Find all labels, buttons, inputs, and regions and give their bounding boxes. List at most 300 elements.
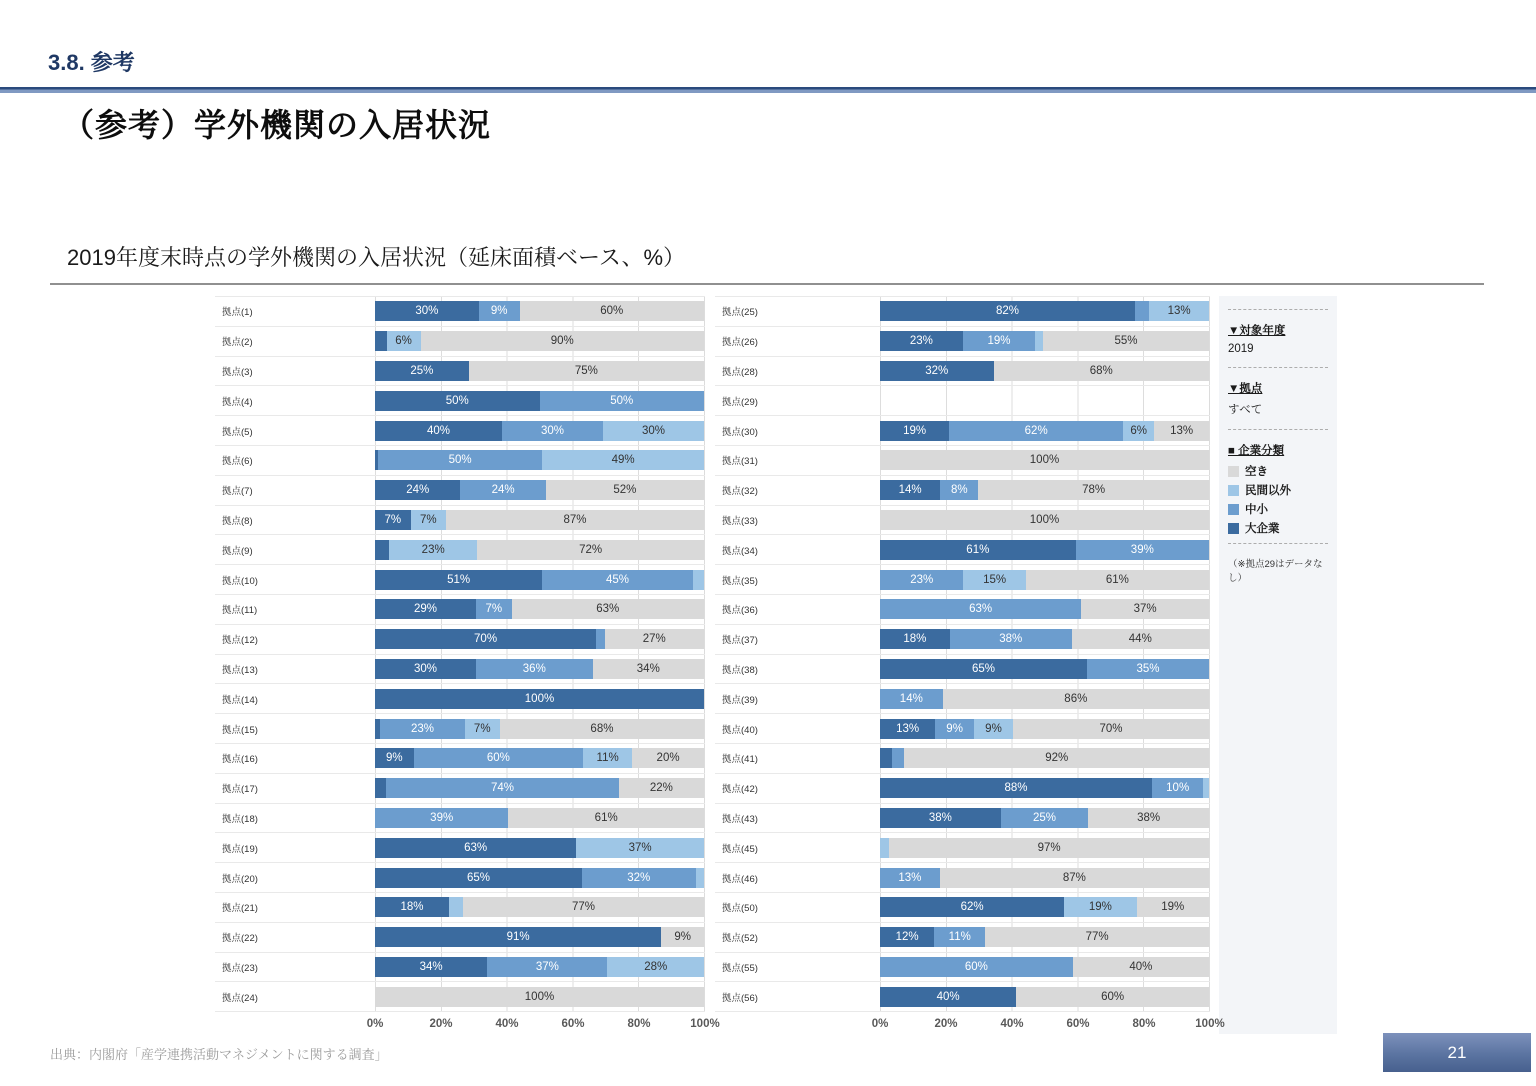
axis-tick-label: 100% <box>690 1018 720 1031</box>
bar-segment[interactable] <box>607 957 704 977</box>
axis-tick-label: 40% <box>495 1018 519 1031</box>
bar-value-label: 24% <box>491 484 515 497</box>
stacked-bar <box>880 480 1209 500</box>
bar-segment[interactable] <box>375 540 389 560</box>
bar-segment[interactable] <box>880 421 949 441</box>
bar-segment[interactable] <box>414 748 584 768</box>
chart-row <box>215 446 705 476</box>
stacked-bar <box>375 450 704 470</box>
bar-segment[interactable] <box>880 957 1073 977</box>
legend-label: 大企業 <box>1245 523 1280 535</box>
bar-value-label: 100% <box>524 990 555 1003</box>
filter-legend-panel <box>1219 296 1337 1034</box>
bar-segment[interactable] <box>1203 778 1209 798</box>
stacked-bar <box>880 987 1209 1007</box>
legend-label: 民間以外 <box>1245 485 1291 497</box>
bar-segment[interactable] <box>375 599 476 619</box>
bar-value-label: 74% <box>491 782 515 795</box>
legend-item[interactable] <box>1228 520 1328 536</box>
bar-segment[interactable] <box>375 689 704 709</box>
chart-row <box>215 297 705 327</box>
chart-row <box>215 565 705 595</box>
bar-segment[interactable] <box>593 659 704 679</box>
bar-segment[interactable] <box>1064 897 1136 917</box>
bar-value-label: 27% <box>642 633 666 646</box>
bar-segment[interactable] <box>880 689 943 709</box>
bar-value-label: 19% <box>1161 901 1185 914</box>
bar-track <box>375 565 705 594</box>
bar-segment[interactable] <box>880 570 963 590</box>
stacked-bar <box>880 450 1209 470</box>
chart-row <box>715 297 1210 327</box>
axis-tick-label: 20% <box>429 1018 453 1031</box>
stacked-bar <box>880 957 1209 977</box>
bar-value-label: 14% <box>898 484 922 497</box>
bar-track <box>880 386 1210 415</box>
bar-value-label: 25% <box>1032 811 1056 824</box>
bar-track <box>375 893 705 922</box>
row-label: 拠点(39) <box>722 694 758 706</box>
stacked-bar <box>880 599 1209 619</box>
bar-track <box>375 833 705 862</box>
bar-track <box>375 804 705 833</box>
bar-segment[interactable] <box>520 301 704 321</box>
bar-segment[interactable] <box>949 421 1123 441</box>
bar-segment[interactable] <box>387 331 421 351</box>
bar-segment[interactable] <box>375 987 704 1007</box>
bar-value-label: 100% <box>1029 513 1060 526</box>
stacked-bar <box>880 868 1209 888</box>
row-label: 拠点(10) <box>222 575 258 587</box>
bar-segment[interactable] <box>1072 629 1209 649</box>
chart-row <box>215 595 705 625</box>
bar-segment[interactable] <box>375 510 411 530</box>
stacked-bar <box>375 599 704 619</box>
bar-value-label: 9% <box>385 752 403 765</box>
stacked-bar <box>375 689 704 709</box>
row-label: 拠点(5) <box>222 426 253 438</box>
legend-label: 中小 <box>1245 504 1268 516</box>
stacked-bar <box>880 808 1209 828</box>
year-filter-value[interactable]: 2019 <box>1228 343 1254 355</box>
bar-segment[interactable] <box>661 927 704 947</box>
axis-tick-label: 60% <box>1066 1018 1090 1031</box>
bar-track <box>375 327 705 356</box>
bar-segment[interactable] <box>963 570 1025 590</box>
bar-segment[interactable] <box>596 629 604 649</box>
bar-segment[interactable] <box>904 748 1209 768</box>
bar-value-label: 8% <box>950 484 968 497</box>
bar-segment[interactable] <box>934 927 985 947</box>
bar-segment[interactable] <box>1081 599 1209 619</box>
bar-track <box>375 357 705 386</box>
stacked-bar <box>375 480 704 500</box>
bar-value-label: 37% <box>628 841 652 854</box>
bar-value-label: 90% <box>550 335 574 348</box>
year-filter-label: ▼対象年度 <box>1228 325 1286 337</box>
bar-value-label: 29% <box>414 603 438 616</box>
bar-segment[interactable] <box>1076 540 1209 560</box>
bar-segment[interactable] <box>582 868 696 888</box>
legend-swatch <box>1228 485 1239 496</box>
bar-segment[interactable] <box>1123 421 1154 441</box>
bar-segment[interactable] <box>386 778 618 798</box>
bar-segment[interactable] <box>880 599 1081 619</box>
bar-segment[interactable] <box>619 778 704 798</box>
bar-segment[interactable] <box>943 689 1209 709</box>
bar-segment[interactable] <box>994 361 1209 381</box>
bar-value-label: 52% <box>613 484 637 497</box>
bar-track <box>375 595 705 624</box>
chart-row <box>715 535 1210 565</box>
bar-segment[interactable] <box>880 927 934 947</box>
bar-segment[interactable] <box>375 659 476 679</box>
bar-value-label: 28% <box>644 960 668 973</box>
axis-tick-label: 80% <box>627 1018 651 1031</box>
bar-track <box>880 535 1210 564</box>
chart-rows-left <box>215 296 705 1012</box>
bar-segment[interactable] <box>375 868 582 888</box>
bar-value-label: 65% <box>971 662 995 675</box>
chart-row <box>215 774 705 804</box>
bar-segment[interactable] <box>880 629 950 649</box>
row-label: 拠点(24) <box>222 992 258 1004</box>
bar-value-label: 72% <box>579 543 603 556</box>
bar-value-label: 60% <box>486 752 510 765</box>
bar-track <box>375 297 705 326</box>
bar-segment[interactable] <box>889 838 1209 858</box>
bar-segment[interactable] <box>375 778 386 798</box>
bar-segment[interactable] <box>375 331 387 351</box>
row-label: 拠点(46) <box>722 873 758 885</box>
bar-segment[interactable] <box>465 719 500 739</box>
bar-segment[interactable] <box>542 570 692 590</box>
bar-value-label: 77% <box>1085 931 1109 944</box>
bar-segment[interactable] <box>1152 778 1203 798</box>
axis-tick-label: 100% <box>1195 1018 1225 1031</box>
bar-value-label: 18% <box>400 901 424 914</box>
bar-value-label: 100% <box>524 692 555 705</box>
bar-segment[interactable] <box>375 927 661 947</box>
chart-row <box>215 655 705 685</box>
bar-segment[interactable] <box>375 391 540 411</box>
bar-segment[interactable] <box>375 570 542 590</box>
bar-segment[interactable] <box>512 599 705 619</box>
bar-segment[interactable] <box>1001 808 1088 828</box>
bar-segment[interactable] <box>1073 957 1209 977</box>
bar-segment[interactable] <box>375 957 487 977</box>
stacked-bar <box>880 927 1209 947</box>
bar-segment[interactable] <box>880 719 935 739</box>
row-label: 拠点(11) <box>222 605 258 617</box>
bar-segment[interactable] <box>375 301 479 321</box>
chart-row <box>715 327 1210 357</box>
bar-segment[interactable] <box>880 361 994 381</box>
bar-track <box>375 446 705 475</box>
bar-value-label: 45% <box>605 573 630 586</box>
bar-segment[interactable] <box>880 301 1135 321</box>
bar-value-label: 100% <box>1029 454 1060 467</box>
bar-track <box>880 595 1210 624</box>
bar-segment[interactable] <box>375 629 596 649</box>
row-label: 拠点(4) <box>222 396 253 408</box>
bar-track <box>880 953 1210 982</box>
chart-row <box>215 982 705 1012</box>
bar-segment[interactable] <box>576 838 704 858</box>
x-axis-right <box>871 1012 1225 1036</box>
bar-segment[interactable] <box>950 629 1072 649</box>
bar-segment[interactable] <box>1154 421 1209 441</box>
bar-segment[interactable] <box>605 629 704 649</box>
chart-row <box>715 982 1210 1012</box>
source-note: 出典：内閣府「産学連携活動マネジメントに関する調査」 <box>50 1047 388 1062</box>
row-label: 拠点(7) <box>222 486 253 498</box>
bar-value-label: 19% <box>987 335 1011 348</box>
bar-value-label: 13% <box>1170 424 1194 437</box>
row-label: 拠点(12) <box>222 635 258 647</box>
bar-track <box>375 506 705 535</box>
bar-segment[interactable] <box>978 480 1209 500</box>
bar-value-label: 32% <box>627 871 651 884</box>
bar-segment[interactable] <box>508 808 704 828</box>
chart-row <box>715 595 1210 625</box>
bar-segment[interactable] <box>696 868 704 888</box>
bar-segment[interactable] <box>880 987 1016 1007</box>
bar-value-label: 51% <box>447 573 471 586</box>
axis-tick-label: 0% <box>871 1018 889 1031</box>
bar-segment[interactable] <box>880 331 963 351</box>
bar-value-label: 60% <box>600 305 624 318</box>
bar-segment[interactable] <box>449 897 463 917</box>
row-label: 拠点(40) <box>722 724 758 736</box>
bar-value-label: 30% <box>641 424 666 437</box>
bar-segment[interactable] <box>375 421 502 441</box>
bar-segment[interactable] <box>479 301 520 321</box>
bar-segment[interactable] <box>500 719 704 739</box>
bar-track <box>375 953 705 982</box>
bar-value-label: 63% <box>464 841 488 854</box>
bar-segment[interactable] <box>940 868 1209 888</box>
chart-row <box>715 684 1210 714</box>
bar-value-label: 62% <box>1024 424 1048 437</box>
bar-segment[interactable] <box>375 838 576 858</box>
bar-segment[interactable] <box>546 480 704 500</box>
bar-segment[interactable] <box>1016 987 1209 1007</box>
bar-track <box>880 565 1210 594</box>
chart-row <box>215 357 705 387</box>
bar-segment[interactable] <box>1137 897 1209 917</box>
bar-segment[interactable] <box>880 808 1001 828</box>
bar-value-label: 38% <box>928 811 952 824</box>
stacked-bar <box>375 778 704 798</box>
bar-segment[interactable] <box>1135 301 1149 321</box>
bar-segment[interactable] <box>1088 808 1209 828</box>
bar-segment[interactable] <box>476 659 593 679</box>
bar-segment[interactable] <box>1035 331 1043 351</box>
bar-value-label: 87% <box>1062 871 1086 884</box>
bar-value-label: 9% <box>490 305 508 318</box>
bar-segment[interactable] <box>880 778 1152 798</box>
subtitle-divider <box>50 283 1484 285</box>
bar-segment[interactable] <box>460 480 545 500</box>
stacked-bar <box>880 301 1209 321</box>
bar-segment[interactable] <box>476 599 511 619</box>
bar-value-label: 13% <box>896 722 920 735</box>
chart-row <box>715 476 1210 506</box>
row-label: 拠点(45) <box>722 843 758 855</box>
stacked-bar <box>880 838 1209 858</box>
bar-track <box>880 982 1210 1011</box>
stacked-bar <box>880 689 1209 709</box>
bar-segment[interactable] <box>469 361 704 381</box>
bar-value-label: 68% <box>1089 364 1113 377</box>
bar-segment[interactable] <box>446 510 704 530</box>
legend-title: ■ 企業分類 <box>1228 445 1285 457</box>
bar-segment[interactable] <box>411 510 447 530</box>
bar-segment[interactable] <box>487 957 607 977</box>
stacked-bar <box>375 868 704 888</box>
bar-segment[interactable] <box>463 897 704 917</box>
bar-value-label: 60% <box>964 960 988 973</box>
row-label: 拠点(43) <box>722 813 758 825</box>
bar-segment[interactable] <box>378 450 543 470</box>
bar-segment[interactable] <box>880 897 1064 917</box>
axis-tick-label: 60% <box>561 1018 585 1031</box>
row-label: 拠点(30) <box>722 426 758 438</box>
row-label: 拠点(22) <box>222 933 258 945</box>
bar-segment[interactable] <box>963 331 1035 351</box>
site-filter-label: ▼拠点 <box>1228 383 1263 395</box>
bar-track <box>880 327 1210 356</box>
bar-value-label: 88% <box>1004 782 1028 795</box>
row-label: 拠点(50) <box>722 903 758 915</box>
bar-segment[interactable] <box>1013 719 1209 739</box>
row-label: 拠点(26) <box>722 337 758 349</box>
bar-segment[interactable] <box>985 927 1209 947</box>
bar-value-label: 70% <box>1099 722 1123 735</box>
bar-segment[interactable] <box>583 748 632 768</box>
bar-track <box>880 714 1210 743</box>
bar-segment[interactable] <box>974 719 1013 739</box>
legend-label: 空き <box>1245 466 1268 478</box>
row-label: 拠点(18) <box>222 813 258 825</box>
chart-row <box>215 863 705 893</box>
bar-segment[interactable] <box>375 480 460 500</box>
chart-row <box>715 774 1210 804</box>
bar-segment[interactable] <box>880 540 1076 560</box>
legend-swatch <box>1228 466 1239 477</box>
stacked-bar <box>880 510 1209 530</box>
bar-value-label: 61% <box>1105 573 1129 586</box>
bar-segment[interactable] <box>375 808 508 828</box>
chart-row <box>715 863 1210 893</box>
bar-value-label: 9% <box>946 722 963 735</box>
bar-segment[interactable] <box>375 361 469 381</box>
bar-segment[interactable] <box>880 450 1209 470</box>
chart-rows-right <box>715 296 1210 1012</box>
bar-segment[interactable] <box>632 748 704 768</box>
bar-segment[interactable] <box>892 748 904 768</box>
stacked-bar <box>375 629 704 649</box>
bar-segment[interactable] <box>880 659 1087 679</box>
bar-segment[interactable] <box>1026 570 1209 590</box>
bar-value-label: 60% <box>1101 990 1125 1003</box>
site-filter-value[interactable]: すべて <box>1228 404 1263 416</box>
bar-segment[interactable] <box>502 421 603 441</box>
bar-value-label: 55% <box>1114 335 1138 348</box>
bar-value-label: 9% <box>674 931 691 944</box>
bar-segment[interactable] <box>880 510 1209 530</box>
bar-segment[interactable] <box>380 719 464 739</box>
bar-segment[interactable] <box>540 391 705 411</box>
bar-segment[interactable] <box>880 868 940 888</box>
stacked-bar <box>880 897 1209 917</box>
bar-value-label: 82% <box>996 305 1020 318</box>
stacked-bar <box>880 421 1209 441</box>
bar-value-label: 37% <box>535 960 559 973</box>
bar-track <box>880 297 1210 326</box>
bar-segment[interactable] <box>389 540 477 560</box>
chart-row <box>715 833 1210 863</box>
legend-note: （※拠点29はデータなし） <box>1228 559 1323 584</box>
chart-row <box>715 655 1210 685</box>
chart-row <box>215 744 705 774</box>
legend-item[interactable] <box>1228 463 1328 479</box>
header-divider <box>0 87 1536 93</box>
bar-segment[interactable] <box>1149 301 1209 321</box>
bar-segment[interactable] <box>375 897 449 917</box>
bar-value-label: 77% <box>572 901 596 914</box>
bar-value-label: 11% <box>596 752 619 765</box>
legend-item[interactable] <box>1228 482 1328 498</box>
bar-value-label: 19% <box>903 424 927 437</box>
bar-track <box>880 833 1210 862</box>
bar-track <box>375 535 705 564</box>
chart-row <box>215 953 705 983</box>
bar-segment[interactable] <box>1087 659 1209 679</box>
bar-value-label: 65% <box>466 871 490 884</box>
bar-segment[interactable] <box>693 570 704 590</box>
chart-row <box>215 386 705 416</box>
bar-segment[interactable] <box>375 748 414 768</box>
bar-segment[interactable] <box>421 331 704 351</box>
bar-segment[interactable] <box>477 540 704 560</box>
bar-segment[interactable] <box>880 838 889 858</box>
row-label: 拠点(20) <box>222 873 258 885</box>
bar-segment[interactable] <box>603 421 704 441</box>
bar-segment[interactable] <box>542 450 704 470</box>
bar-value-label: 30% <box>415 305 439 318</box>
stacked-bar <box>375 331 704 351</box>
chart-row <box>215 684 705 714</box>
bar-segment[interactable] <box>880 748 892 768</box>
stacked-bar <box>880 629 1209 649</box>
bar-value-label: 7% <box>419 513 437 526</box>
bar-segment[interactable] <box>1043 331 1209 351</box>
stacked-bar <box>375 897 704 917</box>
bar-value-label: 39% <box>430 811 454 824</box>
bar-track <box>375 684 705 713</box>
legend-item[interactable] <box>1228 501 1328 517</box>
bar-segment[interactable] <box>940 480 978 500</box>
row-label: 拠点(8) <box>222 515 253 527</box>
bar-segment[interactable] <box>880 480 940 500</box>
bar-segment[interactable] <box>935 719 974 739</box>
row-label: 拠点(21) <box>222 903 258 915</box>
axis-tick-label: 20% <box>934 1018 958 1031</box>
stacked-bar <box>880 570 1209 590</box>
bar-value-label: 61% <box>966 543 990 556</box>
